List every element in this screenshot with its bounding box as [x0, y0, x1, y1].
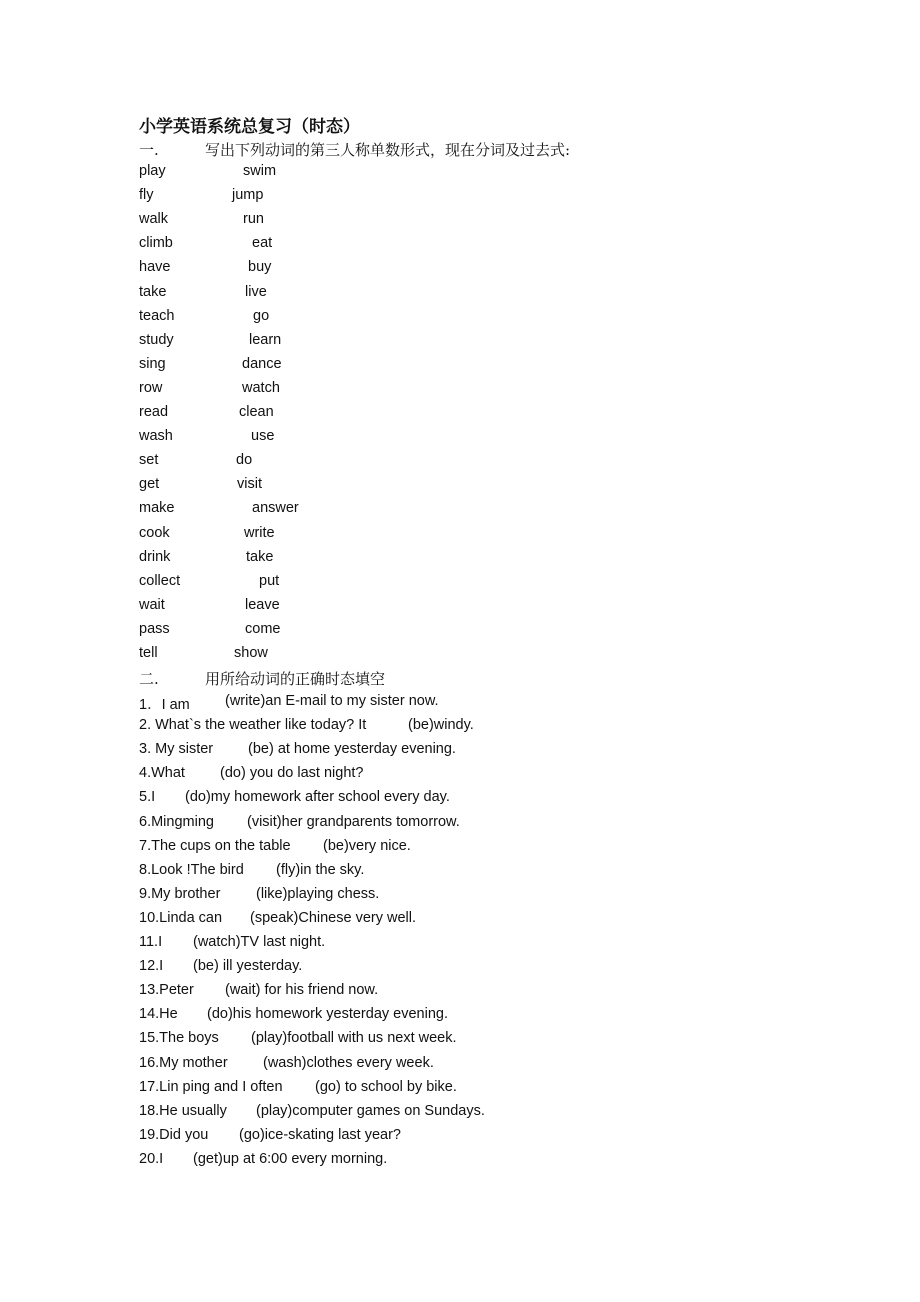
- verb-row: [139, 500, 299, 520]
- verb-left: row: [139, 379, 163, 396]
- verb-left: study: [139, 331, 174, 348]
- verb-right: live: [245, 283, 267, 300]
- verb-right: show: [234, 645, 268, 661]
- verb-row: [139, 596, 280, 617]
- verb-row: [139, 379, 280, 400]
- question-rest: (write)an E-mail to my sister now.: [225, 693, 439, 709]
- verb-row: [139, 620, 281, 641]
- question-prompt: 16.My mother: [139, 1054, 228, 1071]
- verb-left: wash: [139, 428, 173, 445]
- question-prompt: 9.My brother: [139, 885, 221, 902]
- question-prompt: 11.I: [139, 934, 163, 950]
- verb-left: wait: [139, 596, 165, 613]
- verb-row: [139, 404, 274, 424]
- question-rest: (wait) for his friend now.: [225, 982, 379, 999]
- question-rest: (like)playing chess.: [256, 885, 380, 902]
- verb-left: sing: [139, 355, 166, 372]
- verb-right: watch: [242, 379, 280, 396]
- verb-row: [139, 645, 268, 665]
- question-rest: (be) ill yesterday.: [193, 958, 303, 975]
- verb-left: walk: [139, 211, 169, 228]
- verb-row: [139, 259, 272, 279]
- question-rest: (speak)Chinese very well.: [250, 909, 417, 926]
- verb-right: swim: [243, 163, 277, 179]
- verb-right: learn: [249, 331, 282, 348]
- question-rest: (do)his homework yesterday evening.: [207, 1006, 448, 1023]
- verb-left: tell: [139, 645, 158, 661]
- section-1-number: 一.: [139, 141, 159, 159]
- question-prompt: 17.Lin ping and I often: [139, 1078, 283, 1095]
- section-2-heading: [139, 668, 385, 689]
- verb-row: [139, 163, 277, 183]
- question-rest: (go) to school by bike.: [315, 1078, 457, 1095]
- verb-row: [139, 572, 280, 593]
- verb-right: answer: [252, 500, 299, 517]
- question-rest: (fly)in the sky.: [276, 861, 365, 878]
- verb-row: [139, 476, 262, 496]
- verb-row: [139, 428, 275, 448]
- section-2-number: 二.: [139, 670, 159, 688]
- question-prompt: 6.Mingming: [139, 813, 214, 830]
- question-rest: (be)very nice.: [323, 837, 411, 854]
- verb-row: [139, 524, 275, 545]
- verb-row: [139, 211, 264, 231]
- verb-right: eat: [252, 235, 273, 252]
- verb-row: [139, 187, 264, 207]
- verb-left: have: [139, 259, 171, 276]
- verb-row: [139, 452, 253, 472]
- question-prompt: 13.Peter: [139, 982, 194, 999]
- question-rest: (play)football with us next week.: [251, 1030, 457, 1047]
- verb-left: play: [139, 163, 166, 179]
- section-1-instruction: 写出下列动词的第三人称单数形式，现在分词及过去式:: [205, 141, 571, 159]
- section-2-instruction: 用所给动词的正确时态填空: [205, 670, 386, 688]
- question-rest: (play)computer games on Sundays.: [256, 1102, 485, 1119]
- question-prompt: 15.The boys: [139, 1030, 219, 1047]
- question-rest: (visit)her grandparents tomorrow.: [247, 813, 460, 830]
- question-prompt: 1．I am: [139, 697, 190, 713]
- verb-left: collect: [139, 572, 181, 589]
- verb-row: [139, 235, 273, 255]
- question-prompt: 5.I: [139, 789, 156, 806]
- section-1-heading: [139, 139, 570, 160]
- question-rest: (do) you do last night?: [220, 765, 364, 782]
- verb-left: take: [139, 283, 167, 300]
- verb-right: take: [246, 548, 274, 565]
- verb-right: put: [259, 572, 280, 589]
- verb-right: run: [243, 211, 264, 228]
- question-rest: (do)my homework after school every day.: [185, 789, 450, 806]
- verb-right: come: [245, 620, 281, 637]
- verb-row: [139, 355, 282, 376]
- verb-left: climb: [139, 235, 173, 252]
- verb-right: leave: [245, 596, 280, 613]
- verb-right: clean: [239, 404, 274, 420]
- question-prompt: 2. What`s the weather like today? It: [139, 717, 367, 734]
- verb-row: [139, 548, 274, 569]
- verb-left: get: [139, 476, 160, 493]
- verb-left: fly: [139, 187, 154, 204]
- verb-left: drink: [139, 548, 171, 565]
- verb-right: write: [244, 524, 275, 541]
- verb-row: [139, 283, 267, 304]
- question-prompt: 19.Did you: [139, 1126, 209, 1143]
- question-prompt: 7.The cups on the table: [139, 837, 291, 854]
- verb-left: read: [139, 404, 169, 420]
- question-prompt: 10.Linda can: [139, 909, 223, 926]
- verb-right: buy: [248, 259, 272, 276]
- verb-row: [139, 307, 270, 328]
- question-rest: (get)up at 6:00 every morning.: [193, 1150, 388, 1167]
- question-rest: (watch)TV last night.: [193, 934, 326, 950]
- question-prompt: 18.He usually: [139, 1102, 227, 1119]
- verb-right: do: [236, 452, 253, 469]
- question-prompt: 8.Look !The bird: [139, 861, 244, 878]
- question-prompt: 14.He: [139, 1006, 178, 1023]
- question-prompt: 20.I: [139, 1150, 164, 1167]
- question-rest: (be)windy.: [408, 717, 474, 734]
- verb-left: pass: [139, 620, 170, 637]
- question-prompt: 4.What: [139, 765, 185, 782]
- question-prompt: 12.I: [139, 958, 164, 975]
- verb-right: jump: [232, 187, 264, 204]
- page-title: 小学英语系统总复习（时态）: [139, 117, 360, 137]
- verb-left: teach: [139, 307, 175, 324]
- verb-left: cook: [139, 524, 170, 541]
- verb-right: use: [251, 428, 275, 445]
- verb-left: set: [139, 452, 159, 469]
- question-prompt: 3. My sister: [139, 741, 214, 758]
- verb-right: go: [253, 307, 270, 324]
- question-rest: (go)ice-skating last year?: [239, 1126, 401, 1143]
- question-rest: (wash)clothes every week.: [263, 1054, 434, 1071]
- verb-row: [139, 331, 282, 352]
- question-rest: (be) at home yesterday evening.: [248, 741, 456, 758]
- verb-right: visit: [237, 476, 262, 493]
- verb-left: make: [139, 500, 175, 517]
- verb-right: dance: [242, 355, 282, 372]
